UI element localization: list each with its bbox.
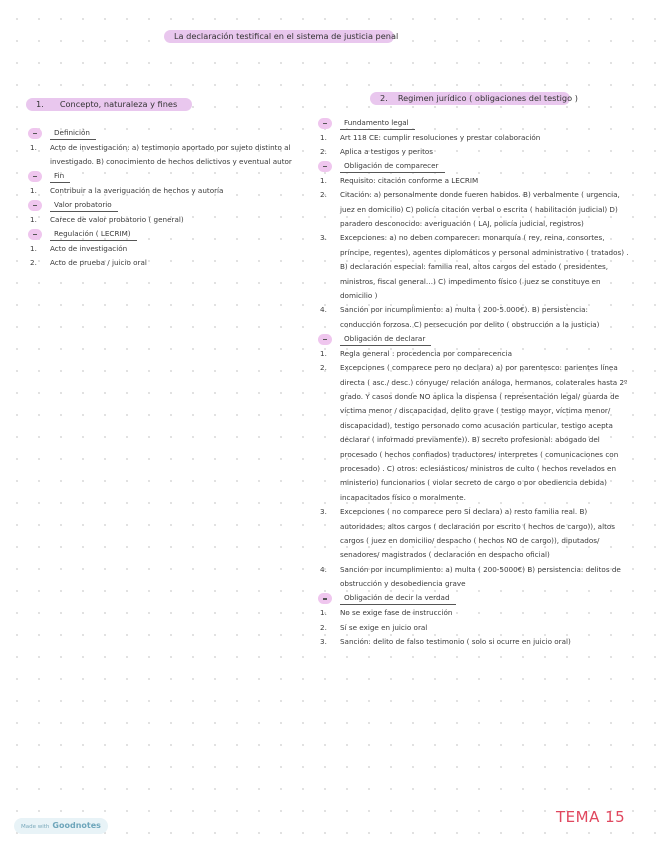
item-number: 1. bbox=[30, 185, 37, 195]
dash-bullet-icon bbox=[28, 200, 42, 211]
item-text: Regla general : procedencia por comparecencia bbox=[340, 348, 512, 358]
section-2-heading bbox=[370, 92, 578, 105]
subsection-label: Fundamento legal bbox=[340, 117, 415, 130]
subsection-label: Obligación de comparecer bbox=[340, 160, 445, 173]
item-number: 4. bbox=[320, 564, 327, 574]
list-item bbox=[318, 303, 630, 332]
item-text: Aplica a testigos y peritos bbox=[340, 146, 434, 156]
numbered-list bbox=[28, 184, 293, 198]
numbered-list bbox=[318, 174, 630, 332]
item-text: Acto de prueba / juicio oral bbox=[50, 258, 147, 268]
dash-bullet-icon bbox=[318, 593, 332, 604]
dash-bullet-icon bbox=[28, 171, 42, 182]
subsection-heading bbox=[28, 227, 293, 242]
item-number: 1. bbox=[320, 175, 327, 185]
list-item bbox=[318, 606, 630, 620]
item-number: 2. bbox=[320, 146, 327, 156]
list-item bbox=[28, 141, 293, 170]
subsection-label: Obligación de decir la verdad bbox=[340, 592, 456, 605]
numbered-list bbox=[28, 213, 293, 227]
numbered-list bbox=[318, 606, 630, 649]
item-text: Excepciones ( no comparece pero SÍ declara) a) resto familia real. B) autoridades; altos cargos ( declaración por escrito ( hechos de cargo)), altos cargos ( juez en domicilio/ despacho ( hechos NO de cargo)), diputados/ senadores/ magistrados ( declaración en despacho oficial) bbox=[340, 507, 616, 560]
item-number: 4. bbox=[320, 305, 327, 315]
item-number: 2. bbox=[30, 258, 37, 268]
item-number: 3. bbox=[320, 637, 327, 646]
numbered-list bbox=[28, 242, 293, 271]
list-item bbox=[28, 256, 293, 270]
subsection-heading bbox=[28, 169, 293, 184]
subsection-heading bbox=[28, 198, 293, 213]
dash-bullet-icon bbox=[318, 334, 332, 345]
dash-bullet-icon bbox=[318, 161, 332, 172]
item-text: Sí se exige en juicio oral bbox=[340, 622, 428, 632]
goodnotes-badge bbox=[14, 818, 108, 834]
list-item bbox=[318, 361, 630, 505]
item-text: Contribuir a la averiguación de hechos y autoría bbox=[50, 185, 224, 195]
section-1-heading-text: Concepto, naturaleza y fines bbox=[59, 99, 178, 109]
subsection-heading bbox=[318, 159, 630, 174]
list-item bbox=[28, 213, 293, 227]
item-number: 1. bbox=[320, 608, 327, 618]
item-number: 3. bbox=[320, 233, 327, 243]
list-item bbox=[318, 563, 630, 592]
goodnotes-logo: Goodnotes bbox=[52, 821, 101, 830]
subsection-label: Obligación de declarar bbox=[340, 333, 431, 346]
item-number: 2. bbox=[320, 190, 327, 200]
item-text: Acto de investigación: a) testimonio aportado por sujeto distinto al investigado. B) conocimiento de hechos delictivos y eventual autor bbox=[50, 142, 292, 166]
list-item bbox=[318, 174, 630, 188]
numbered-list bbox=[318, 347, 630, 592]
list-item bbox=[318, 188, 630, 231]
item-text: Excepciones: a) no deben comparecer: monarquía ( rey, reina, consortes, príncipe, regentes), agentes diplomáticos y personal administrativo ( tratados) . B) declaración especial: familia real, altos cargos del estado ( presidentes, ministros, fiscal general…) C) impedimento físico ( juez se constituye en domicilio ) bbox=[340, 233, 629, 301]
item-text: Art 118 CE: cumplir resoluciones y prestar colaboración bbox=[340, 132, 541, 142]
section-1-heading bbox=[26, 98, 192, 111]
list-item bbox=[28, 242, 293, 256]
item-number: 2. bbox=[320, 363, 327, 373]
subsection-heading bbox=[318, 332, 630, 347]
item-text: No se exige fase de instrucción bbox=[340, 608, 453, 618]
section-2-number: 2. bbox=[380, 93, 388, 103]
item-number: 1. bbox=[30, 214, 37, 224]
tema-label: TEMA 15 bbox=[556, 808, 626, 826]
list-item bbox=[318, 635, 630, 649]
item-number: 3. bbox=[320, 507, 327, 517]
item-number: 1. bbox=[30, 243, 37, 253]
section-2-content bbox=[318, 116, 630, 649]
list-item bbox=[28, 184, 293, 198]
section-1-content bbox=[28, 126, 293, 270]
badge-prefix: Made with bbox=[21, 824, 50, 830]
item-text: Sanción: delito de falso testimonio ( solo si ocurre en juicio oral) bbox=[340, 637, 571, 646]
list-item bbox=[318, 145, 630, 159]
dash-bullet-icon bbox=[318, 118, 332, 129]
item-text: Sanción por incumplimiento: a) multa ( 200-5.000€). B) persistencia: conducción forzosa. C) persecución por delito ( obstrucción a la justicia) bbox=[340, 305, 600, 329]
item-text: Citación: a) personalmente donde fueren habidos. B) verbalmente ( urgencia, juez en domicilio) C) policía citación verbal o escrita ( habilitación judicial) D) paradero desconocido: averiguación ( LAJ, policía judicial, registros) bbox=[340, 190, 620, 229]
subsection-label: Fin bbox=[50, 170, 70, 183]
item-text: Sanción por incumplimiento: a) multa ( 200-5000€) B) persistencia: delitos de obstrucción y desobediencia grave bbox=[340, 564, 621, 589]
list-item bbox=[318, 231, 630, 303]
list-item bbox=[318, 621, 630, 635]
item-text: Carece de valor probatorio ( general) bbox=[50, 214, 184, 224]
item-number: 2. bbox=[320, 622, 327, 632]
subsection-heading bbox=[28, 126, 293, 141]
item-text: Acto de investigación bbox=[50, 243, 128, 253]
item-text: Excepciones ( comparece pero no declara) a) por parentesco: parientes línea directa ( asc./ desc.) cónyuge/ relación análoga, hermanos, colaterales hasta 2º grado. Y casos donde NO aplica la dispensa ( representación legal/ guarda de víctima menor / discapacidad, delito grave ( testigo mayor, víctima menor/ discapacidad), testigo personado como acusación particular, testigo acepta declarar ( informado previamente)). B) secreto profesional: abogado del procesado ( hechos confiados) traductores/ interpretes ( comunicaciones con procesado) . C) otros: eclesiásticos/ ministros de culto ( hechos revelados en ministerio) funcionarios ( violar secreto de cargo o por obediencia debida) incapacitados físico o moralmente. bbox=[340, 363, 628, 502]
numbered-list bbox=[28, 141, 293, 170]
subsection-heading bbox=[318, 116, 630, 131]
list-item bbox=[318, 131, 630, 145]
section-2-heading-text: Regimen jurídico ( obligaciones del testigo ) bbox=[397, 93, 578, 103]
section-1-number: 1. bbox=[36, 99, 44, 109]
list-item bbox=[318, 347, 630, 361]
item-number: 1. bbox=[320, 132, 327, 142]
subsection-heading bbox=[318, 592, 630, 607]
item-number: 1. bbox=[30, 142, 37, 152]
item-number: 1. bbox=[320, 348, 327, 358]
item-text: Requisito: citación conforme a LECRIM bbox=[340, 175, 479, 185]
subsection-label: Valor probatorio bbox=[50, 199, 118, 212]
numbered-list bbox=[318, 131, 630, 160]
subsection-label: Regulación ( LECRIM) bbox=[50, 228, 137, 241]
dash-bullet-icon bbox=[28, 128, 42, 139]
list-item bbox=[318, 505, 630, 563]
page-title: La declaración testifical en el sistema de justicia penal bbox=[164, 30, 394, 43]
dash-bullet-icon bbox=[28, 229, 42, 240]
subsection-label: Definición bbox=[50, 127, 96, 140]
